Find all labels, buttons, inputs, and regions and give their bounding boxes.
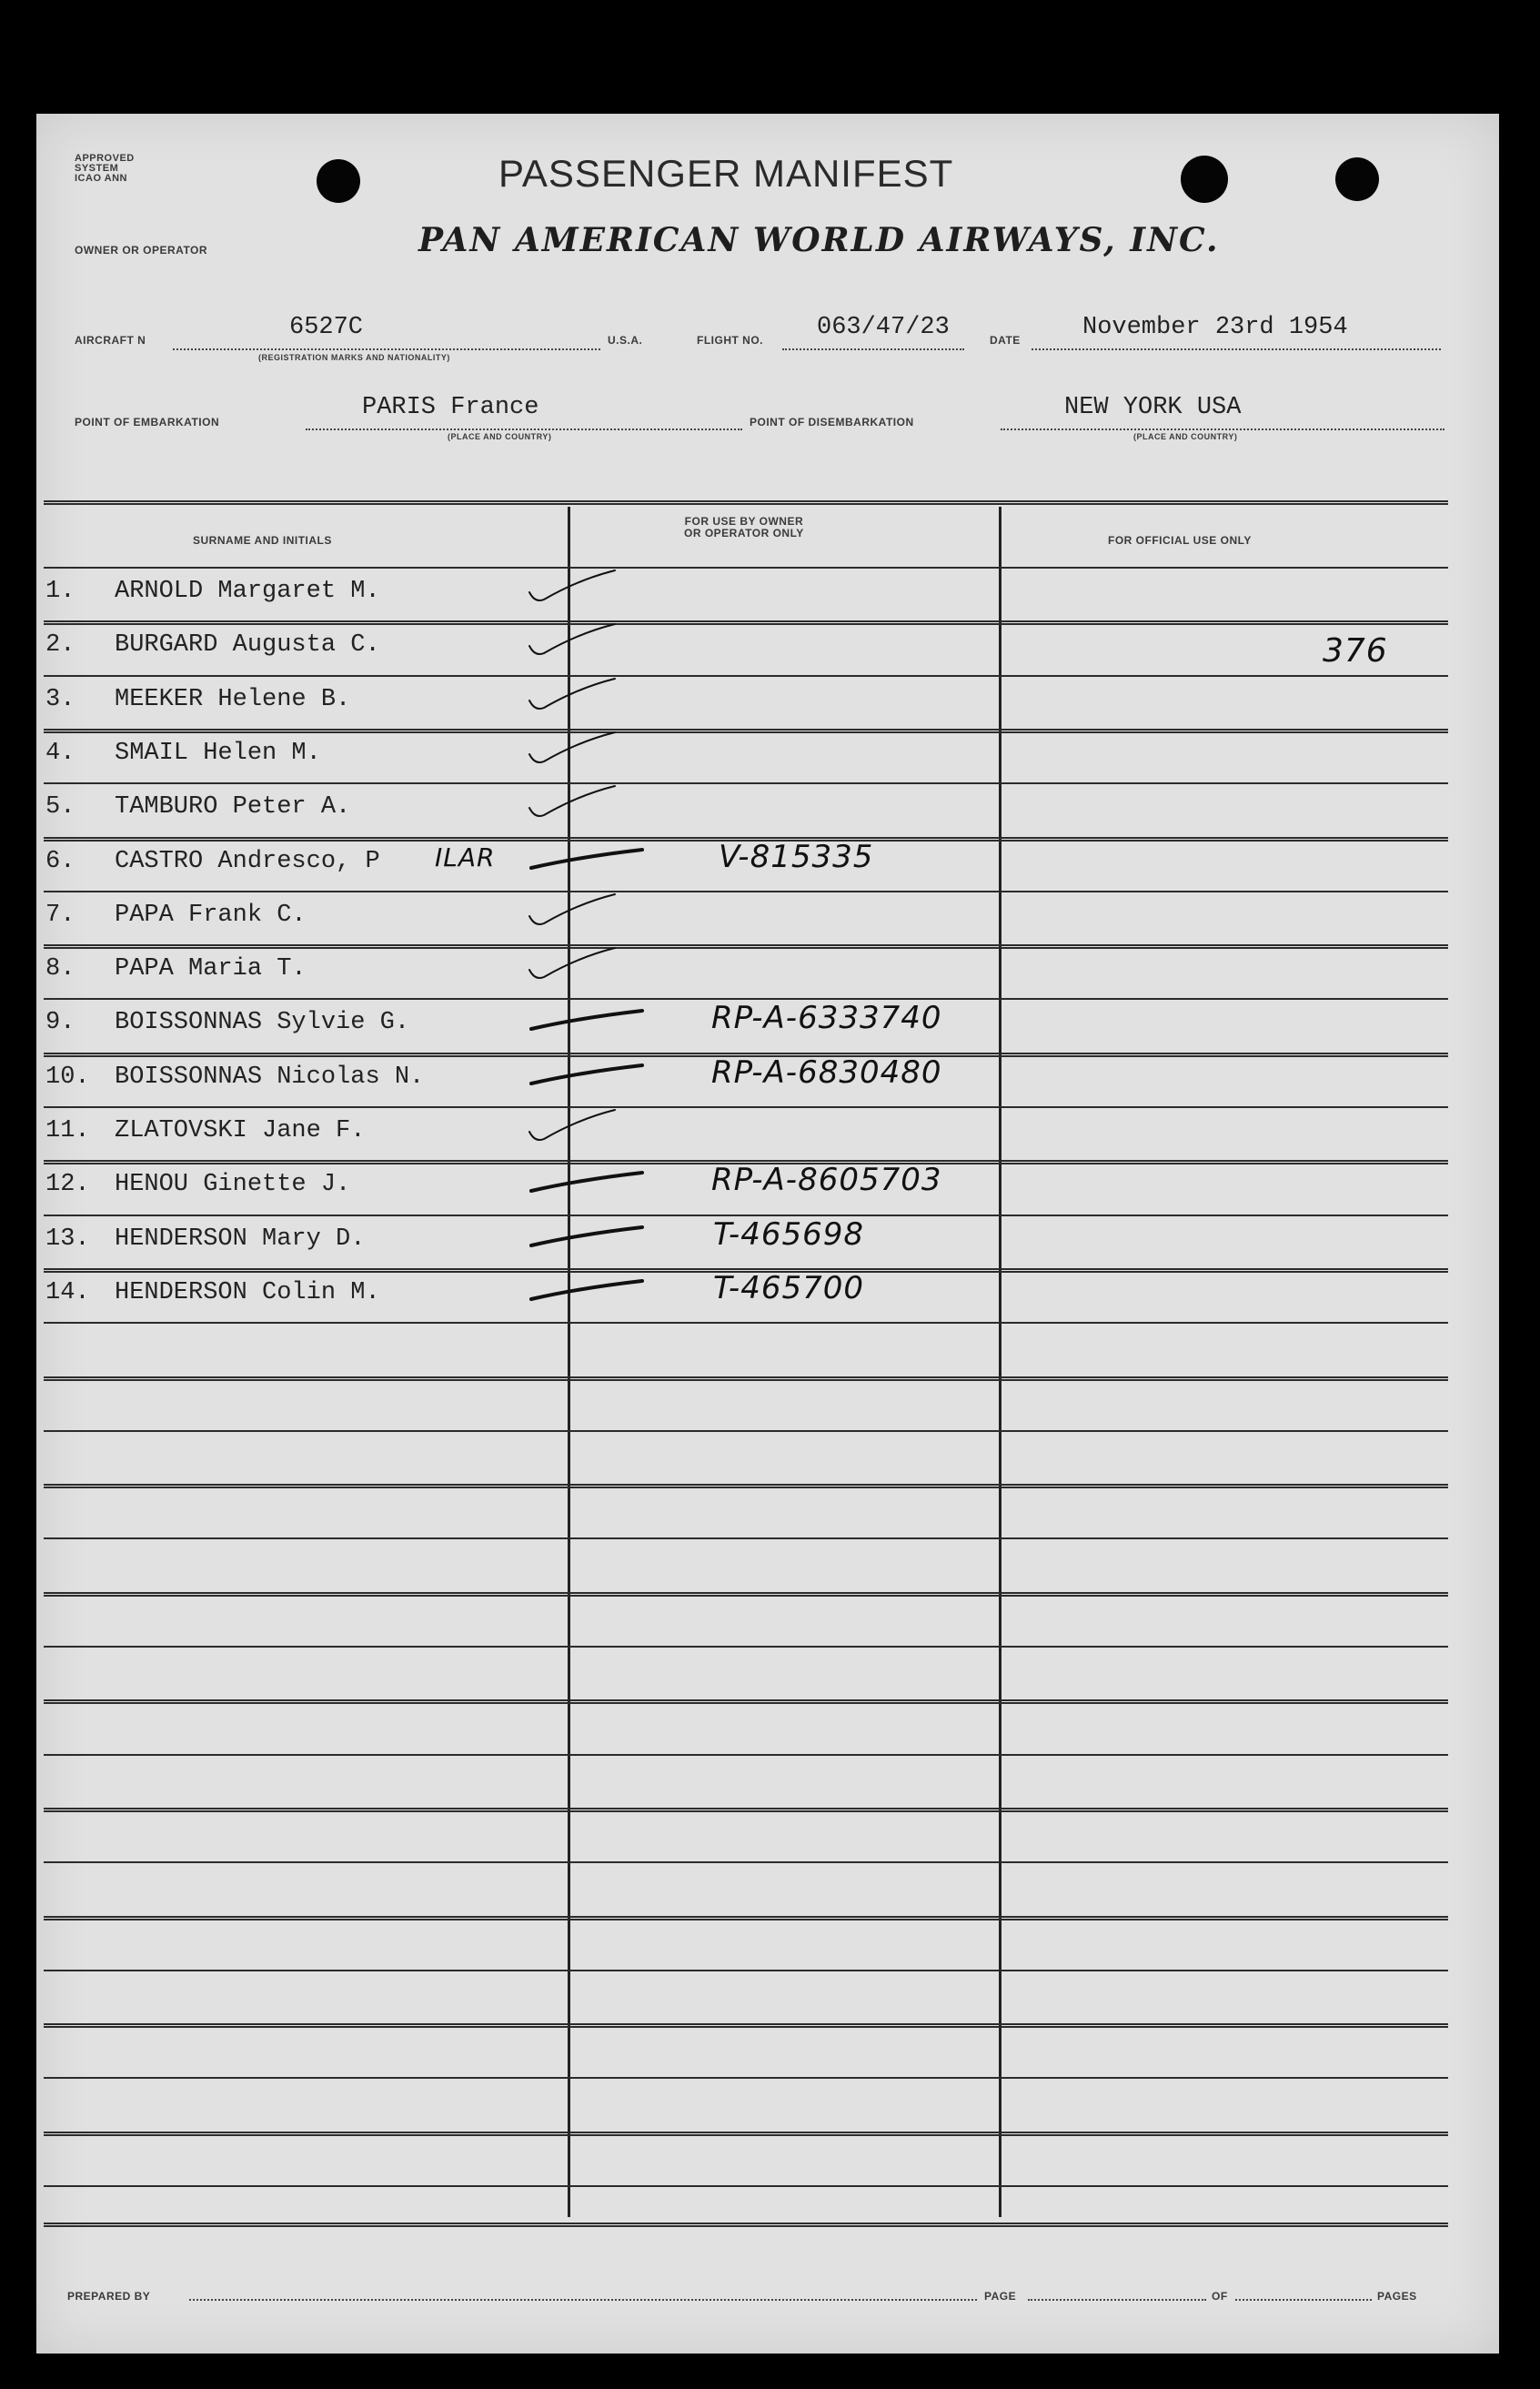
operator-name: PAN AMERICAN WORLD AIRWAYS, INC. bbox=[418, 221, 1220, 259]
passport-number: RP-A-8605703 bbox=[711, 1162, 942, 1198]
table-rule bbox=[44, 1754, 1448, 1756]
col-header-names: SURNAME AND INITIALS bbox=[193, 534, 332, 547]
table-rule bbox=[44, 891, 1448, 892]
passenger-number: 14. bbox=[45, 1279, 90, 1306]
passenger-name: TAMBURO Peter A. bbox=[115, 793, 351, 821]
passenger-number: 7. bbox=[45, 902, 75, 929]
table-rule bbox=[44, 729, 1448, 733]
dash-mark-icon bbox=[524, 1160, 651, 1205]
passenger-name: MEEKER Helene B. bbox=[115, 686, 351, 713]
passenger-number: 12. bbox=[45, 1171, 90, 1198]
table-rule bbox=[44, 1430, 1448, 1432]
table-rule bbox=[44, 1861, 1448, 1863]
col-header-official: FOR OFFICIAL USE ONLY bbox=[1108, 534, 1252, 547]
table-rule bbox=[44, 567, 1448, 569]
approved-line: APPROVED bbox=[75, 153, 135, 164]
dash-mark-icon bbox=[524, 837, 651, 882]
embark-label: POINT OF EMBARKATION bbox=[75, 416, 220, 428]
check-mark-icon bbox=[524, 567, 651, 612]
table-rule bbox=[44, 1592, 1448, 1597]
passenger-number: 6. bbox=[45, 848, 75, 875]
disembark-note: (PLACE AND COUNTRY) bbox=[1133, 432, 1238, 441]
check-mark-icon bbox=[524, 675, 651, 721]
passenger-name: PAPA Frank C. bbox=[115, 902, 307, 929]
check-mark-icon bbox=[524, 782, 651, 828]
col-header-owner-line: FOR USE BY OWNER bbox=[684, 515, 804, 528]
usa-label: U.S.A. bbox=[608, 334, 643, 347]
table-rule bbox=[44, 620, 1448, 625]
table-rule bbox=[44, 1916, 1448, 1920]
passenger-name: ZLATOVSKI Jane F. bbox=[115, 1117, 366, 1144]
table-rule bbox=[44, 782, 1448, 784]
date-label: DATE bbox=[990, 334, 1021, 347]
pages-label: PAGES bbox=[1377, 2290, 1417, 2303]
approved-line: ICAO ANN bbox=[75, 173, 127, 184]
aircraft-value: 6527C bbox=[289, 314, 364, 341]
punch-hole bbox=[1181, 156, 1228, 203]
passenger-name: BOISSONNAS Sylvie G. bbox=[115, 1009, 410, 1036]
table-rule bbox=[44, 1646, 1448, 1648]
passenger-name: PAPA Maria T. bbox=[115, 955, 307, 983]
passport-number: T-465700 bbox=[713, 1270, 864, 1306]
passenger-number: 8. bbox=[45, 955, 75, 983]
table-rule bbox=[44, 1376, 1448, 1381]
flight-label: FLIGHT NO. bbox=[697, 334, 763, 347]
passenger-name: BURGARD Augusta C. bbox=[115, 631, 380, 659]
table-rule bbox=[44, 1699, 1448, 1704]
dash-mark-icon bbox=[524, 1053, 651, 1098]
approved-stamp bbox=[75, 154, 135, 184]
embark-note: (PLACE AND COUNTRY) bbox=[448, 432, 552, 441]
passport-number: RP-A-6333740 bbox=[711, 1000, 942, 1036]
passenger-name: SMAIL Helen M. bbox=[115, 740, 321, 767]
flight-value: 063/47/23 bbox=[817, 314, 950, 341]
check-mark-icon bbox=[524, 729, 651, 774]
passenger-number: 4. bbox=[45, 740, 75, 767]
dash-mark-icon bbox=[524, 1268, 651, 1314]
check-mark-icon bbox=[524, 1106, 651, 1152]
prepared-label: PREPARED BY bbox=[67, 2290, 151, 2303]
table-rule bbox=[44, 2023, 1448, 2028]
passenger-number: 1. bbox=[45, 578, 75, 605]
table-rule bbox=[44, 1808, 1448, 1812]
passport-number: V-815335 bbox=[719, 839, 874, 875]
passenger-number: 2. bbox=[45, 631, 75, 659]
table-rule bbox=[44, 2132, 1448, 2136]
check-mark-icon bbox=[524, 891, 651, 936]
table-rule bbox=[44, 1537, 1448, 1539]
passport-number: T-465698 bbox=[713, 1216, 864, 1253]
owner-label: OWNER OR OPERATOR bbox=[75, 244, 208, 257]
table-rule bbox=[44, 2185, 1448, 2187]
page-title: PASSENGER MANIFEST bbox=[498, 152, 954, 195]
manifest-sheet bbox=[36, 114, 1499, 2354]
punch-hole bbox=[317, 159, 360, 203]
embark-value: PARIS France bbox=[362, 394, 539, 421]
aircraft-label: AIRCRAFT N bbox=[75, 334, 146, 347]
passenger-name: ARNOLD Margaret M. bbox=[115, 578, 380, 605]
passport-number: RP-A-6830480 bbox=[711, 1054, 942, 1091]
check-mark-icon bbox=[524, 620, 651, 666]
table-rule bbox=[44, 1106, 1448, 1108]
passenger-number: 13. bbox=[45, 1225, 90, 1253]
table-rule bbox=[44, 2077, 1448, 2079]
page-label: PAGE bbox=[984, 2290, 1017, 2303]
punch-hole bbox=[1335, 157, 1379, 201]
passenger-name: HENDERSON Colin M. bbox=[115, 1279, 380, 1306]
check-mark-icon bbox=[524, 944, 651, 990]
table-rule bbox=[44, 944, 1448, 949]
dash-mark-icon bbox=[524, 1215, 651, 1260]
passenger-name: HENDERSON Mary D. bbox=[115, 1225, 366, 1253]
passenger-number: 5. bbox=[45, 793, 75, 821]
passenger-name: CASTRO Andresco, P bbox=[115, 848, 380, 875]
table-rule bbox=[44, 1970, 1448, 1971]
dash-mark-icon bbox=[524, 998, 651, 1043]
official-note: 376 bbox=[1323, 632, 1388, 670]
date-value: November 23rd 1954 bbox=[1082, 314, 1348, 341]
passenger-name: BOISSONNAS Nicolas N. bbox=[115, 1063, 425, 1091]
registration-note: (REGISTRATION MARKS AND NATIONALITY) bbox=[258, 353, 450, 362]
approved-line: SYSTEM bbox=[75, 163, 119, 174]
col-header-owner-line: OR OPERATOR ONLY bbox=[684, 527, 804, 539]
disembark-label: POINT OF DISEMBARKATION bbox=[750, 416, 914, 428]
passenger-number: 3. bbox=[45, 686, 75, 713]
handwritten-name-correction: ILAR bbox=[435, 842, 496, 872]
col-header-owner bbox=[684, 516, 804, 539]
passenger-number: 10. bbox=[45, 1063, 90, 1091]
passenger-number: 11. bbox=[45, 1117, 90, 1144]
passenger-number: 9. bbox=[45, 1009, 75, 1036]
table-rule bbox=[44, 675, 1448, 677]
of-label: OF bbox=[1212, 2290, 1228, 2303]
table-rule bbox=[44, 1322, 1448, 1324]
table-rule bbox=[44, 1484, 1448, 1488]
passenger-name: HENOU Ginette J. bbox=[115, 1171, 351, 1198]
disembark-value: NEW YORK USA bbox=[1064, 394, 1242, 421]
